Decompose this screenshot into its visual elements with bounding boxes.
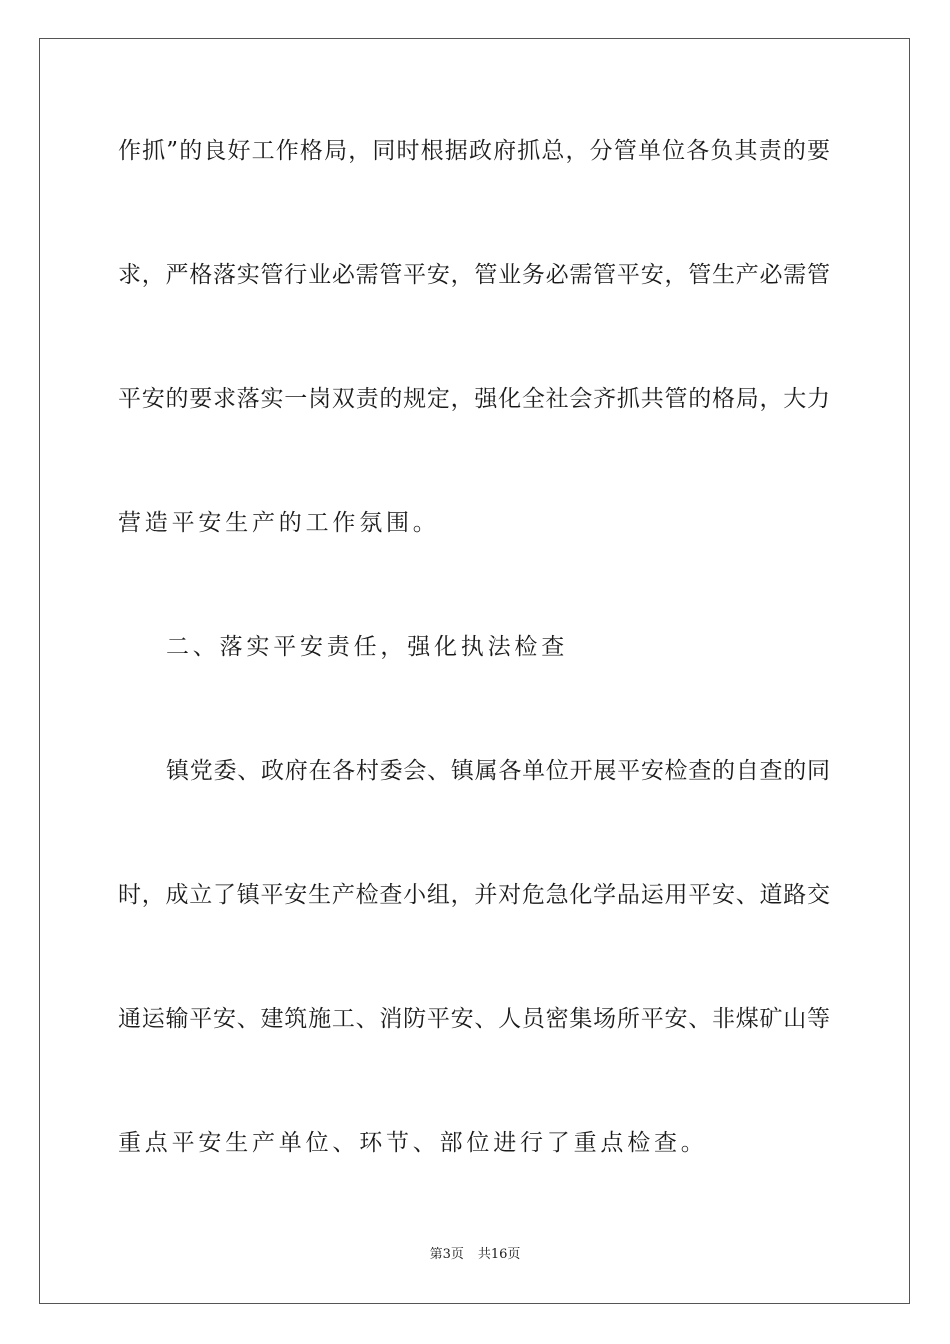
paragraph-line-7: 时，成立了镇平安生产检查小组，并对危急化学品运用平安、道路交 xyxy=(118,882,830,908)
paragraph-line-8: 通运输平安、建筑施工、消防平安、人员密集场所平安、非煤矿山等 xyxy=(118,1006,830,1032)
paragraph-line-9: 重点平安生产单位、环节、部位进行了重点检查。 xyxy=(118,1130,708,1156)
paragraph-line-4: 营造平安生产的工作氛围。 xyxy=(118,510,440,536)
page-footer xyxy=(0,1246,950,1264)
paragraph-line-3: 平安的要求落实一岗双责的规定，强化全社会齐抓共管的格局，大力 xyxy=(118,386,830,412)
page-border xyxy=(39,38,910,1304)
paragraph-line-2: 求，严格落实管行业必需管平安，管业务必需管平安，管生产必需管 xyxy=(118,262,830,288)
paragraph-line-6: 镇党委、政府在各村委会、镇属各单位开展平安检查的自查的同 xyxy=(166,758,830,784)
paragraph-line-1: 作抓”的良好工作格局，同时根据政府抓总，分管单位各负其责的要 xyxy=(118,138,830,164)
section-heading: 二、落实平安责任，强化执法检查 xyxy=(166,634,568,660)
page-total: 共16页 xyxy=(477,1247,521,1262)
page-number: 第3页 xyxy=(429,1247,464,1262)
